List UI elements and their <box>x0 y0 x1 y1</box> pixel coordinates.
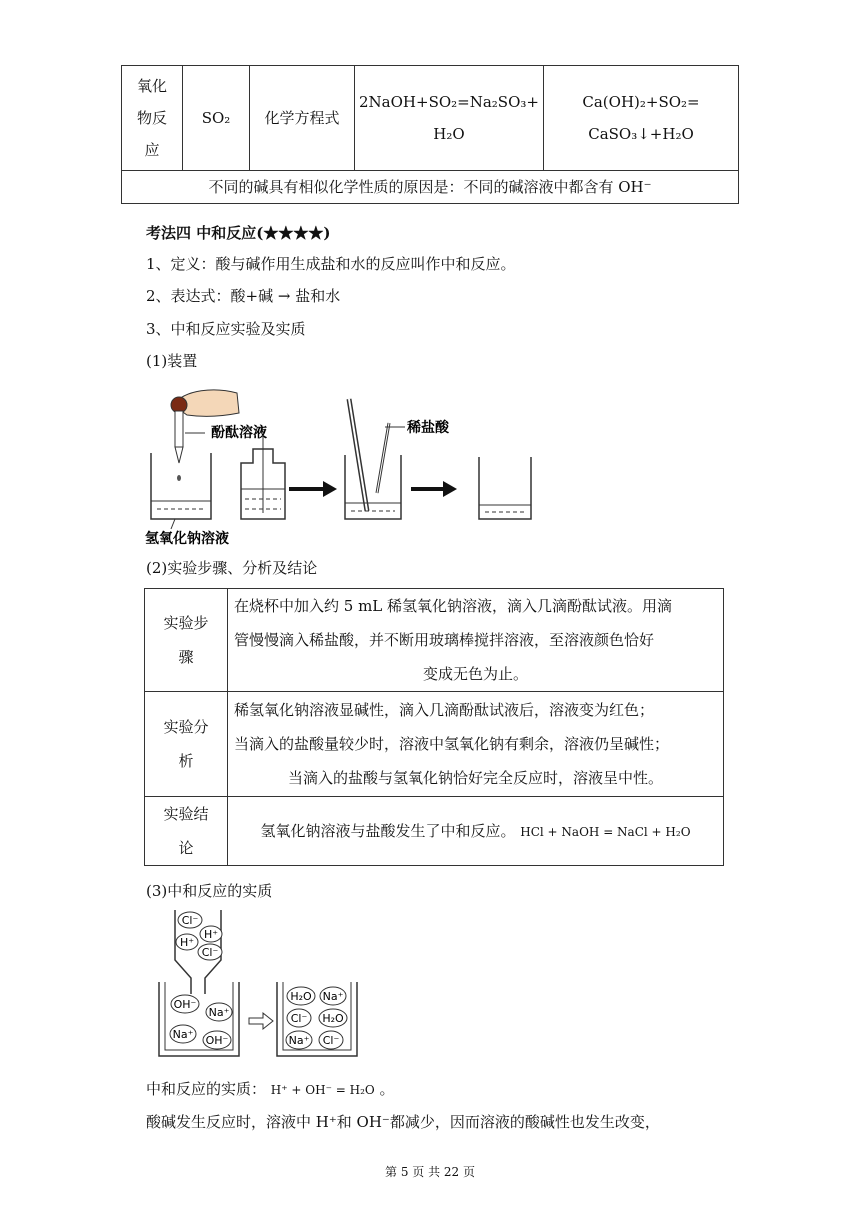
phenolphthalein-label: 酚酞溶液 <box>211 425 267 441</box>
equation-line: CaSO₃↓+H₂O <box>588 125 694 143</box>
content-line: 稀氢氧化钠溶液显碱性，滴入几滴酚酞试液后，溶液变为红色； <box>234 701 655 719</box>
arrow-icon <box>249 1013 273 1029</box>
dropper-icon <box>175 411 183 447</box>
experiment-title: 3、中和反应实验及实质 <box>146 320 306 338</box>
apparatus-subtitle: (1)装置 <box>146 352 198 370</box>
arrow-icon <box>289 481 337 497</box>
ion-label: Na⁺ <box>208 1006 230 1019</box>
ion-label: Cl⁻ <box>201 946 219 959</box>
equation-line: H₂O <box>433 125 465 143</box>
essence-equation: H⁺ + OH⁻ = H₂O <box>270 1083 375 1097</box>
content-line: 当滴入的盐酸与氢氧化钠恰好完全反应时，溶液呈中性。 <box>287 769 663 787</box>
table-row <box>145 692 724 797</box>
category-line: 氧化 <box>136 77 167 95</box>
analysis-content-cell <box>228 692 724 797</box>
apparatus-figure <box>145 383 465 549</box>
label-line: 析 <box>178 752 194 770</box>
table-row <box>145 797 724 866</box>
equation-line: Ca(OH)₂+SO₂= <box>582 93 700 111</box>
category-line: 物反 <box>136 109 167 127</box>
table-row <box>145 589 724 692</box>
essence-tail: 。 <box>379 1080 395 1098</box>
page-footer: 第 5 页 共 22 页 <box>385 1165 475 1179</box>
category-line: 应 <box>144 141 160 159</box>
label-line: 骤 <box>178 648 194 666</box>
oxide-reaction-table <box>121 65 739 204</box>
conclusion-content-cell <box>228 797 724 866</box>
ion-label: Na⁺ <box>288 1034 310 1047</box>
content-line: 管慢慢滴入稀盐酸，并不断用玻璃棒搅拌溶液，至溶液颜色恰好 <box>234 631 655 649</box>
closing-paragraph: 酸碱发生反应时，溶液中 H⁺和 OH⁻都减少，因而溶液的酸碱性也发生改变， <box>146 1113 660 1131</box>
content-line: 在烧杯中加入约 5 mL 稀氢氧化钠溶液，滴入几滴酚酞试液。用滴 <box>234 597 673 615</box>
definition-text: 1、定义：酸与碱作用生成盐和水的反应叫作中和反应。 <box>146 255 516 273</box>
conclusion-label-cell <box>145 797 228 866</box>
conclusion-text: 氢氧化钠溶液与盐酸发生了中和反应。 <box>260 821 516 840</box>
beaker-mix-icon <box>345 455 401 519</box>
naoh-label: 氢氧化钠溶液 <box>145 531 229 547</box>
experiment-table <box>144 588 724 866</box>
label-line: 实验步 <box>163 614 209 632</box>
steps-label-cell <box>145 589 228 692</box>
content-line: 当滴入的盐酸量较少时，溶液中氢氧化钠有剩余，溶液仍呈碱性； <box>234 735 670 753</box>
ion-label: H₂O <box>322 1012 344 1025</box>
conclusion-equation: HCl + NaOH = NaCl + H₂O <box>520 824 691 839</box>
section-heading: 考法四 中和反应(★★★★) <box>146 224 331 242</box>
ion-label: H⁺ <box>179 936 195 949</box>
steps-content-cell <box>228 589 724 692</box>
ion-label: OH⁻ <box>205 1034 229 1047</box>
ion-label: Na⁺ <box>172 1028 194 1041</box>
label-line: 论 <box>178 839 194 857</box>
ion-label: H⁺ <box>203 928 219 941</box>
equation-caoh-cell <box>544 66 739 171</box>
note-cell: 不同的碱具有相似化学性质的原因是：不同的碱溶液中都含有 OH⁻ <box>122 171 739 204</box>
hcl-label: 稀盐酸 <box>407 420 449 436</box>
steps-subtitle: (2)实验步骤、分析及结论 <box>146 559 318 577</box>
expression-text: 2、表达式：酸+碱 → 盐和水 <box>146 287 341 305</box>
label-cell: 化学方程式 <box>250 66 355 171</box>
ion-label: Cl⁻ <box>181 914 199 927</box>
label-line: 实验分 <box>163 718 209 736</box>
ion-label: Cl⁻ <box>322 1034 340 1047</box>
equation-line: 2NaOH+SO₂=Na₂SO₃+ <box>359 93 539 111</box>
essence-label: 中和反应的实质： <box>146 1080 267 1098</box>
ion-label: Cl⁻ <box>290 1012 308 1025</box>
arrow-icon <box>411 481 457 497</box>
equation-naoh-cell <box>355 66 544 171</box>
content-line: 变成无色为止。 <box>422 665 528 683</box>
ion-label: Na⁺ <box>322 990 344 1003</box>
label-line: 实验结 <box>163 805 209 823</box>
ion-diagram <box>155 908 365 1060</box>
ion-label: OH⁻ <box>173 998 197 1011</box>
analysis-label-cell <box>145 692 228 797</box>
category-cell <box>122 66 183 171</box>
table-row <box>122 171 739 204</box>
table-row <box>122 66 739 171</box>
essence-line <box>146 1078 395 1099</box>
beaker-result-icon <box>475 455 535 525</box>
ion-label: H₂O <box>290 990 312 1003</box>
reactant-cell: SO₂ <box>183 66 250 171</box>
essence-subtitle: (3)中和反应的实质 <box>146 882 273 900</box>
